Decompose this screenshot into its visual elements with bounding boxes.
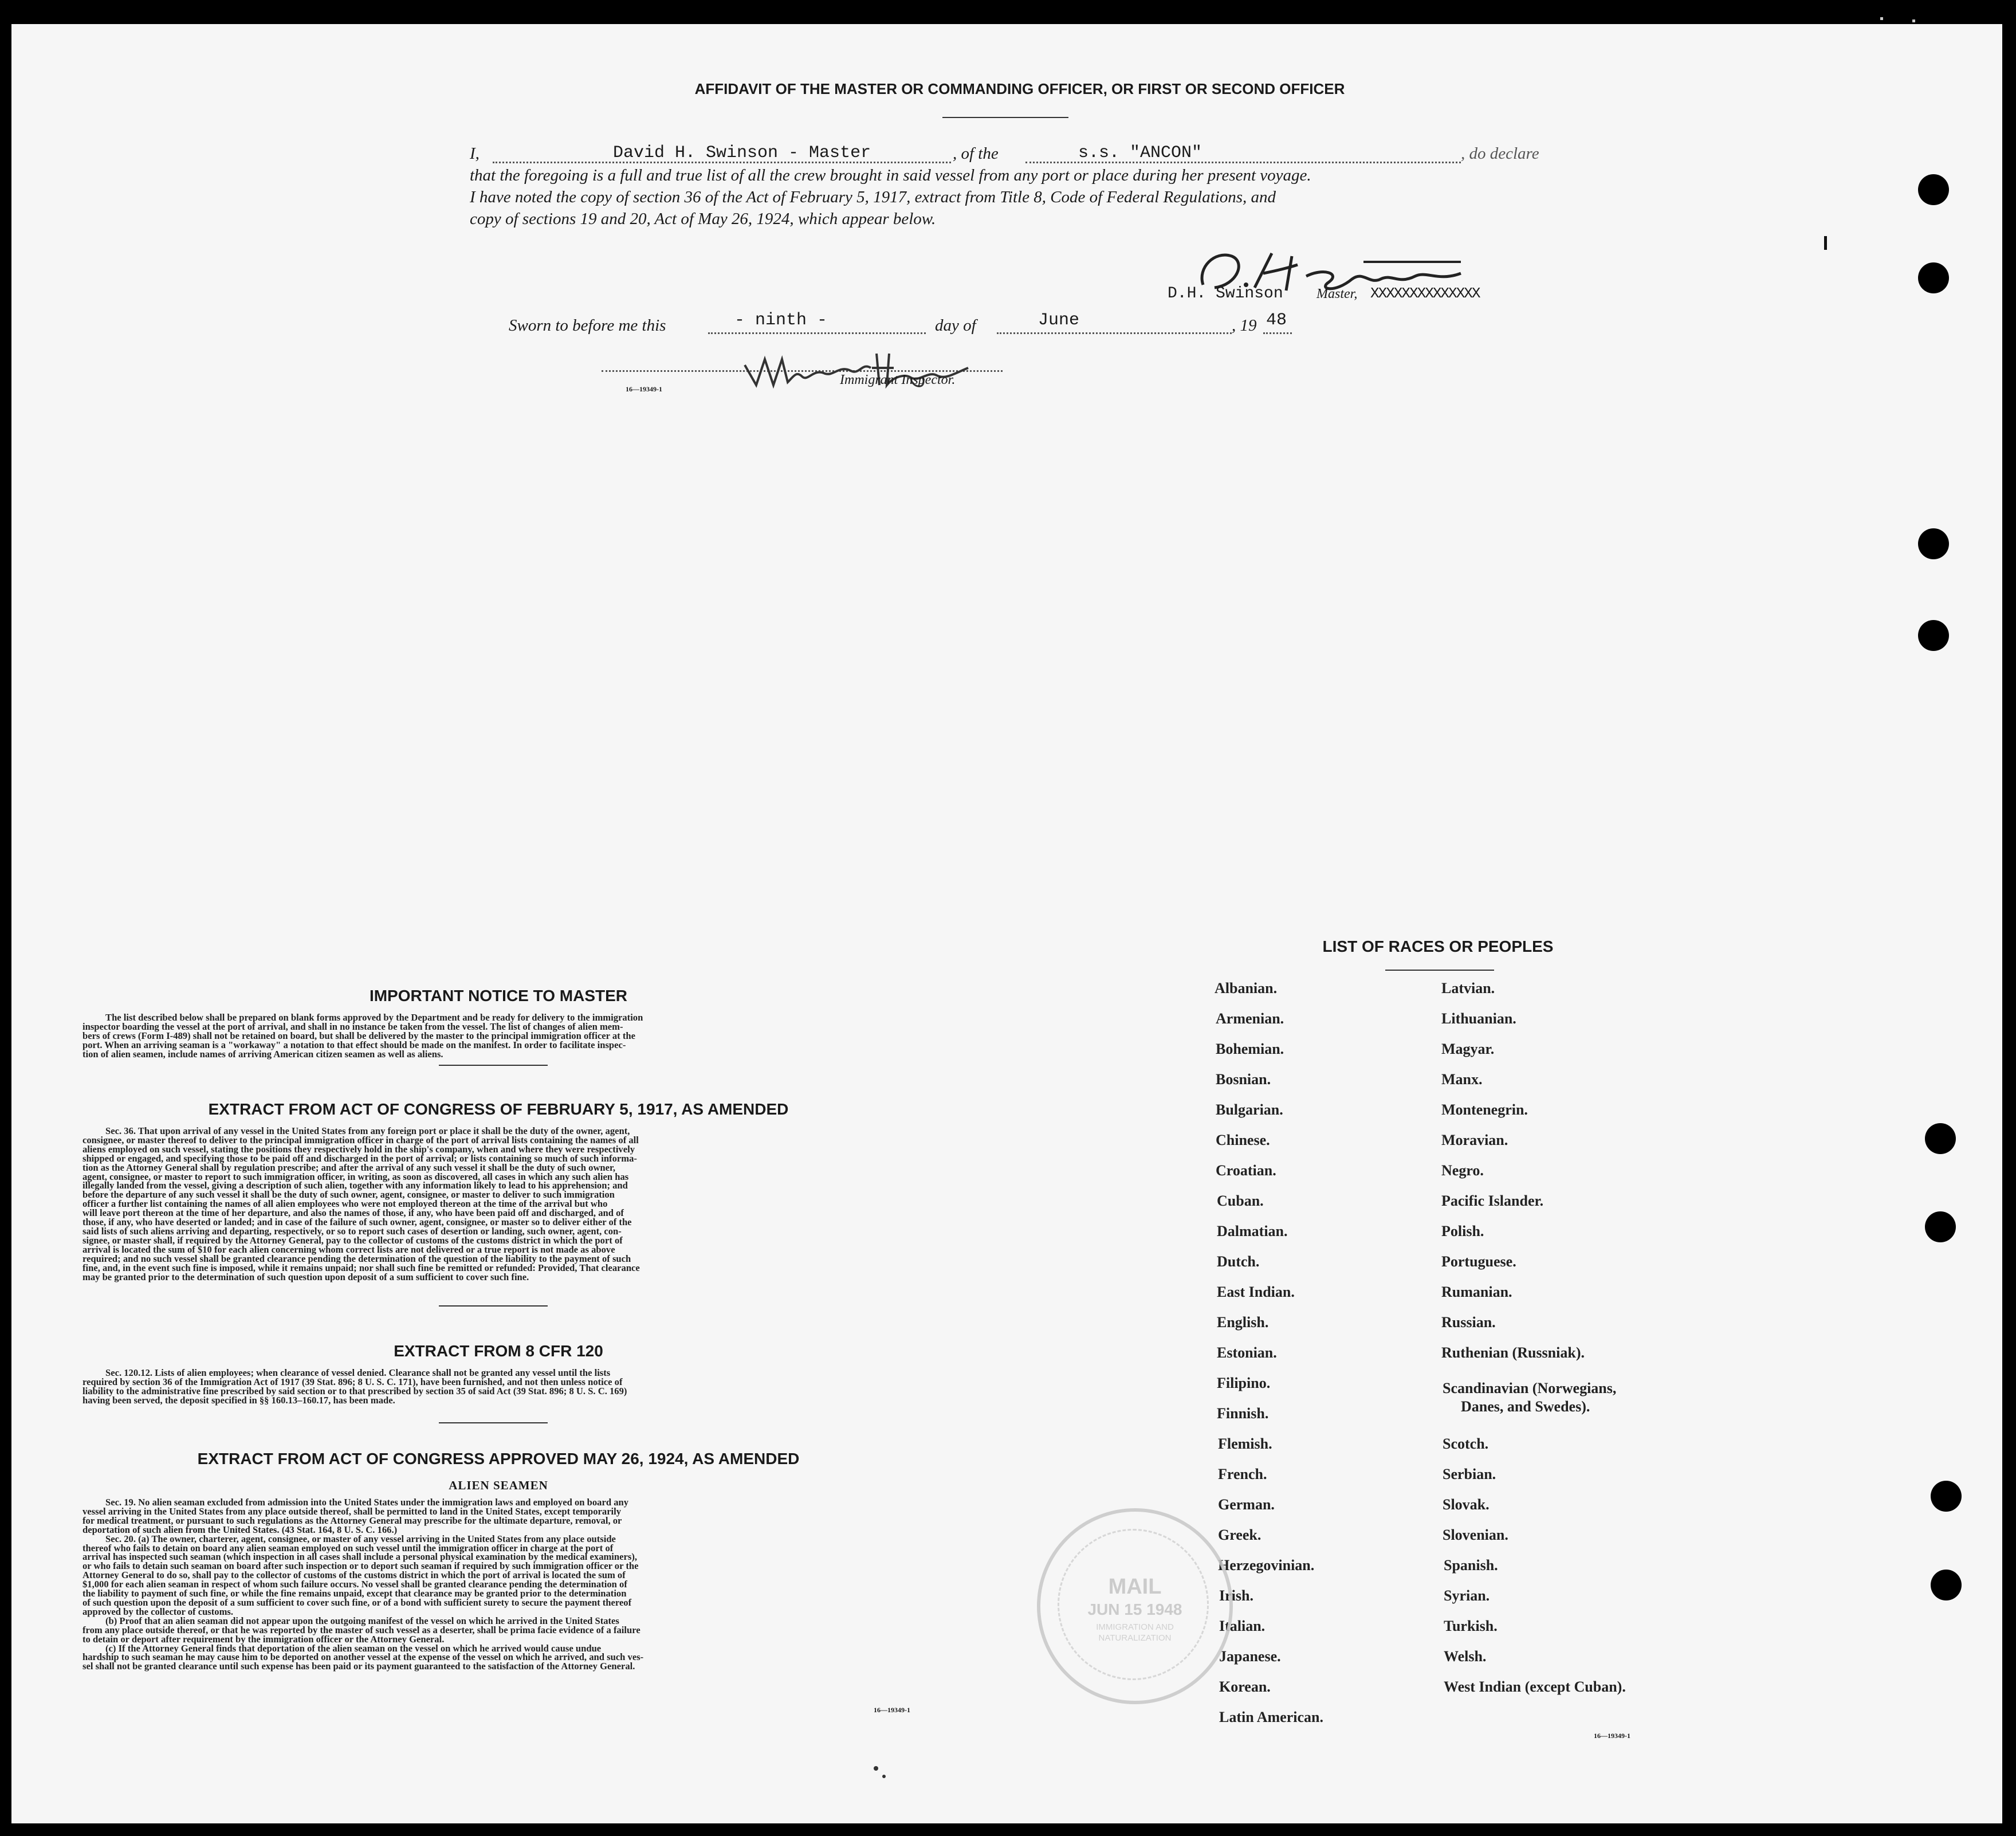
mail-stamp <box>1037 1508 1233 1704</box>
month-blank <box>997 332 1232 334</box>
extract-1917-divider <box>439 1305 548 1307</box>
struck-title: XXXXXXXXXXXXXX <box>1370 285 1480 302</box>
extract-line: shipped or engaged, and specifying those to be paid off and discharged in the port of arrival; or lists containing so much of such informa- <box>82 1152 637 1164</box>
sworn-label: Sworn to before me this <box>509 316 666 335</box>
extract-line: signee, or master shall, if required by the Attorney General, pay to the collector of customs of the customs district in which the port of <box>82 1234 623 1246</box>
notice-title: IMPORTANT NOTICE TO MASTER <box>369 987 628 1005</box>
punch-hole <box>1918 528 1949 559</box>
speck-mark <box>1824 236 1827 250</box>
extract-line: (b) Proof that an alien seaman did not appear upon the outgoing manifest of the vessel on which he arrived in the United States <box>105 1615 619 1626</box>
corner-speck <box>1912 19 1915 22</box>
races-title: LIST OF RACES OR PEOPLES <box>1322 937 1554 955</box>
punch-hole <box>1925 1123 1956 1154</box>
extract-line: may be granted prior to the determination of such question upon deposit of a sum sufficient to cover such fine. <box>82 1271 529 1282</box>
extract-line: to detain or deport after requirement by the immigration officer or the Attorney General. <box>82 1633 445 1645</box>
extract-1924-title: EXTRACT FROM ACT OF CONGRESS APPROVED MAY 26, 1924, AS AMENDED <box>197 1450 800 1468</box>
race-item: Spanish. <box>1444 1557 1498 1574</box>
extract-line: Sec. 20. (a) The owner, charterer, agent, consignee, or master of any vessel arriving in the United States from any place outside <box>105 1533 616 1544</box>
race-item: Finnish. <box>1217 1405 1269 1422</box>
race-item: Bohemian. <box>1216 1041 1284 1057</box>
extract-line: liability to the administrative fine prescribed by said section or to that prescribed by section 35 of said Act (39 Stat. 896; 8 U. S. C. 169) <box>82 1385 627 1396</box>
do-declare-label: , do declare <box>1461 144 1539 163</box>
extract-line: agent, consignee, or master to report to such immigration officer, in writing, as soon as discovered, all cases in which any such alien has <box>82 1171 629 1182</box>
race-item: Scotch. <box>1443 1435 1489 1452</box>
race-item: Chinese. <box>1216 1132 1270 1148</box>
race-item: Slovenian. <box>1443 1527 1508 1543</box>
race-item: Portuguese. <box>1441 1253 1516 1270</box>
race-item: Latvian. <box>1441 980 1495 997</box>
race-item: Irish. <box>1219 1587 1253 1604</box>
extract-cfr-body <box>82 1368 948 1405</box>
extract-cfr-title: EXTRACT FROM 8 CFR 120 <box>394 1342 603 1360</box>
race-item: French. <box>1218 1466 1267 1482</box>
extract-line: or who fails to detain such seaman on board after such inspection or to deport such seaman if required by such immigration officer or the <box>82 1560 639 1572</box>
corner-speck <box>1880 17 1883 20</box>
notice-line: The list described below shall be prepared on blank forms approved by the Department and be ready for delivery to the immigration <box>105 1012 643 1023</box>
master-name-field: David H. Swinson - Master <box>613 143 871 163</box>
extract-line: for medical treatment, or pursuant to such regulations as the Attorney General may prescribe for the ultimate departure, removal, or <box>82 1515 622 1526</box>
race-item: Latin American. <box>1219 1709 1323 1725</box>
extract-line: the liability to payment of such fine, or while the fine remains unpaid, except that clearance may be granted prior to the determination <box>82 1588 627 1599</box>
affidavit-pronoun: I, <box>470 144 480 163</box>
extract-line: Sec. 19. No alien seaman excluded from admission into the United States under the immigration laws and employed on board any <box>105 1497 629 1508</box>
race-item: Armenian. <box>1216 1010 1284 1027</box>
extract-1924-body <box>82 1498 948 1671</box>
notice-line: inspector boarding the vessel at the port of arrival, and shall in no instance be taken from the vessel. The list of changes of alien mem- <box>82 1021 623 1032</box>
extract-line: Attorney General to do so, shall pay to the collector of customs of the customs district in which the port of arrival is located the sum of <box>82 1570 626 1581</box>
race-item: Flemish. <box>1218 1435 1272 1452</box>
extract-line: those, if any, who have deserted or landed; and in case of the failure of such owner, agent, consignee, or master so to deliver either of the <box>82 1217 632 1228</box>
speck-mark <box>882 1775 886 1778</box>
race-item: Herzegovinian. <box>1218 1557 1315 1574</box>
race-item: Bosnian. <box>1216 1071 1271 1088</box>
race-item: Danes, and Swedes). <box>1461 1398 1590 1415</box>
extract-line: fine, and, in the event such fine is imposed, while it remains unpaid; nor shall such fine be remitted or refunded: Provided, That clearance <box>82 1262 640 1273</box>
affidavit-line-4: copy of sections 19 and 20, Act of May 26, 1924, which appear below. <box>470 210 936 228</box>
day-of-label: day of <box>935 316 976 335</box>
sworn-day-field: - ninth - <box>734 311 828 330</box>
affidavit-form-number: 16—19349-1 <box>626 385 662 393</box>
race-item: Manx. <box>1441 1071 1483 1088</box>
races-divider <box>1385 970 1494 971</box>
extract-line: of such question upon the deposit of a sum sufficient to cover such fine, or of a bond with sufficient surety to secure the payment thereof <box>82 1596 632 1608</box>
punch-hole <box>1931 1481 1962 1512</box>
notice-body <box>82 1013 948 1059</box>
extract-line: having been served, the deposit specified in §§ 160.13–160.17, has been made. <box>82 1394 395 1406</box>
extract-cfr-divider <box>439 1422 548 1423</box>
master-label: Master, <box>1317 287 1358 301</box>
stamp-date: JUN 15 1948 <box>1087 1600 1182 1618</box>
extract-line: arrival has inspected such seaman (which inspection in all cases shall include a personal physical examination by the medical examiners), <box>82 1551 638 1563</box>
extract-line: $1,000 for each alien seaman in respect of whom such failure occurs. No vessel shall be granted clearance pending the determination of <box>82 1579 627 1590</box>
speck-mark <box>874 1766 878 1771</box>
notice-line: bers of crews (Form I-489) shall not be retained on board, but shall be delivered by the master to the principal immigration officer at the <box>82 1030 635 1041</box>
race-item: Japanese. <box>1219 1648 1281 1665</box>
race-item: Negro. <box>1441 1162 1484 1179</box>
race-item: Russian. <box>1441 1314 1496 1331</box>
affidavit-line-3: I have noted the copy of section 36 of the Act of February 5, 1917, extract from Title 8, Code of Federal Regulations, and <box>470 188 1276 206</box>
race-item: Dutch. <box>1217 1253 1260 1270</box>
race-item: Bulgarian. <box>1216 1101 1283 1118</box>
title-divider <box>942 117 1068 118</box>
race-item: Slovak. <box>1443 1496 1490 1513</box>
extract-1924-subtitle: ALIEN SEAMEN <box>449 1478 548 1492</box>
race-item: Italian. <box>1219 1618 1266 1634</box>
extract-line: aliens employed on such vessel, stating the positions they respectively hold in the ship's company, when and where they were respectively <box>82 1143 635 1155</box>
extract-line: illegally landed from the vessel, giving a description of such alien, together with any information likely to lead to his apprehension; and <box>82 1180 628 1191</box>
notice-line: port. When an arriving seaman is a "workaway" a notation to that effect should be made on the manifest. In order to facilitate inspec- <box>82 1039 626 1050</box>
extract-line: Sec. 120.12. Lists of alien employees; when clearance of vessel denied. Clearance shall not be granted any vessel until the lists <box>105 1367 611 1378</box>
race-item: Montenegrin. <box>1441 1101 1528 1118</box>
stamp-line-2: NATURALIZATION <box>1098 1633 1172 1643</box>
race-item: Lithuanian. <box>1441 1010 1516 1027</box>
race-item: Polish. <box>1441 1223 1484 1239</box>
punch-hole <box>1931 1570 1962 1600</box>
extract-line: required by section 36 of the Immigration Act of 1917 (39 Stat. 896; 8 U. S. C. 171), have been furnished, and not then unless notice of <box>82 1376 623 1387</box>
race-item: Pacific Islander. <box>1441 1192 1544 1209</box>
notice-line: tion of alien seamen, include names of arriving American citizen seamen as well as aliens. <box>82 1048 443 1060</box>
race-item: Magyar. <box>1441 1041 1495 1057</box>
extract-line: (c) If the Attorney General finds that deportation of the alien seaman on the vessel on which he arrived would cause undue <box>105 1642 602 1654</box>
extract-form-number: 16—19349-1 <box>874 1706 910 1714</box>
race-item: Cuban. <box>1217 1192 1264 1209</box>
year-prefix-label: , 19 <box>1232 316 1257 335</box>
race-item: German. <box>1218 1496 1275 1513</box>
affidavit-title: AFFIDAVIT OF THE MASTER OR COMMANDING OFFICER, OR FIRST OR SECOND OFFICER <box>694 80 1345 97</box>
race-item: Scandinavian (Norwegians, <box>1443 1380 1617 1396</box>
race-item: Greek. <box>1218 1527 1262 1543</box>
extract-line: sel shall not be granted clearance until such expense has been paid or its payment guaranteed to the satisfaction of the Attorney General. <box>82 1661 635 1672</box>
punch-hole <box>1918 174 1949 205</box>
extract-line: from any place outside thereof, or that he was reported by the master of such vessel as a deserter, shall be prima facie evidence of a failure <box>82 1624 640 1635</box>
signer-typed-name: D.H. Swinson <box>1168 285 1283 303</box>
vessel-name-field: s.s. "ANCON" <box>1078 143 1202 163</box>
race-item: Syrian. <box>1444 1587 1490 1604</box>
race-item: Serbian. <box>1443 1466 1496 1482</box>
sworn-year-field: 48 <box>1266 311 1287 330</box>
year-blank <box>1263 332 1292 334</box>
race-item: Korean. <box>1219 1678 1271 1695</box>
race-item: Moravian. <box>1441 1132 1508 1148</box>
extract-line: said lists of such aliens arriving and departing, respectively, or so to report such cases of desertion or landing, such owner, agent, con- <box>82 1225 622 1237</box>
extract-line: required; and no such vessel shall be granted clearance pending the determination of the question of the liability to the payment of such <box>82 1253 631 1264</box>
inspector-label: Immigrant Inspector. <box>840 372 956 387</box>
race-item: Estonian. <box>1217 1344 1277 1361</box>
stamp-center-text: MAIL <box>1108 1575 1162 1599</box>
extract-line: approved by the collector of customs. <box>82 1606 234 1617</box>
extract-line: Sec. 36. That upon arrival of any vessel in the United States from any foreign port or place it shall be the duty of the owner, agent, <box>105 1125 630 1136</box>
sworn-month-field: June <box>1038 311 1080 330</box>
race-item: Welsh. <box>1444 1648 1487 1665</box>
extract-line: thereof who fails to detain on board any alien seaman employed on such vessel until the immigration officer in charge at the port of <box>82 1542 614 1553</box>
punch-hole <box>1918 262 1949 293</box>
day-blank <box>708 332 926 334</box>
race-item: Ruthenian (Russniak). <box>1441 1344 1585 1361</box>
extract-line: consignee, or master thereof to deliver to the principal immigration officer in charge of the port of arrival lists containing the names of all <box>82 1134 639 1145</box>
race-item: Turkish. <box>1444 1618 1498 1634</box>
extract-line: hardship to such seaman he may cause him to be deported on another vessel at the expense of the vessel on which he arrived, and such ves- <box>82 1651 644 1663</box>
extract-1917-title: EXTRACT FROM ACT OF CONGRESS OF FEBRUARY 5, 1917, AS AMENDED <box>208 1100 789 1118</box>
extract-line: tion as the Attorney General shall by regulation prescribe; and after the arrival of any such vessel it shall be the duty of such owner, <box>82 1162 616 1173</box>
extract-1917-body <box>82 1127 948 1281</box>
race-item: Dalmatian. <box>1217 1223 1288 1239</box>
race-item: Rumanian. <box>1441 1284 1512 1300</box>
race-item: Albanian. <box>1215 980 1278 997</box>
punch-hole <box>1918 620 1949 651</box>
of-the-label: , of the <box>953 144 999 163</box>
race-item: East Indian. <box>1217 1284 1295 1300</box>
race-item: West Indian (except Cuban). <box>1444 1678 1626 1695</box>
punch-hole <box>1925 1211 1956 1242</box>
race-item: Croatian. <box>1216 1162 1276 1179</box>
extract-line: vessel arriving in the United States from any place outside thereof, shall be permitted to land in the United States, except temporarily <box>82 1505 622 1517</box>
extract-line: before the departure of any such vessel it shall be the duty of such owner, agent, consignee, or master to deliver to such immigration <box>82 1189 615 1201</box>
extract-line: deportation of such alien from the United States. (43 Stat. 164, 8 U. S. C. 166.) <box>82 1524 398 1535</box>
race-item: Filipino. <box>1217 1375 1271 1391</box>
notice-divider <box>439 1065 548 1066</box>
extract-line: arrival is located the sum of $10 for each alien concerning whom correct lists are not delivered or a true report is not made as above <box>82 1243 615 1255</box>
extract-line: will leave port thereon at the time of her departure, and also the names of those, if any, who have been paid off and discharged, and of <box>82 1207 624 1219</box>
stamp-line-1: IMMIGRATION AND <box>1096 1622 1174 1632</box>
race-item: English. <box>1217 1314 1269 1331</box>
affidavit-line-2: that the foregoing is a full and true list of all the crew brought in said vessel from any port or place during her present voyage. <box>470 166 1311 185</box>
extract-line: officer a further list containing the names of all alien employees who were not employed thereon at the time of the arrival but who <box>82 1198 608 1210</box>
races-form-number: 16—19349-1 <box>1594 1732 1630 1740</box>
document-page <box>11 24 2002 1823</box>
